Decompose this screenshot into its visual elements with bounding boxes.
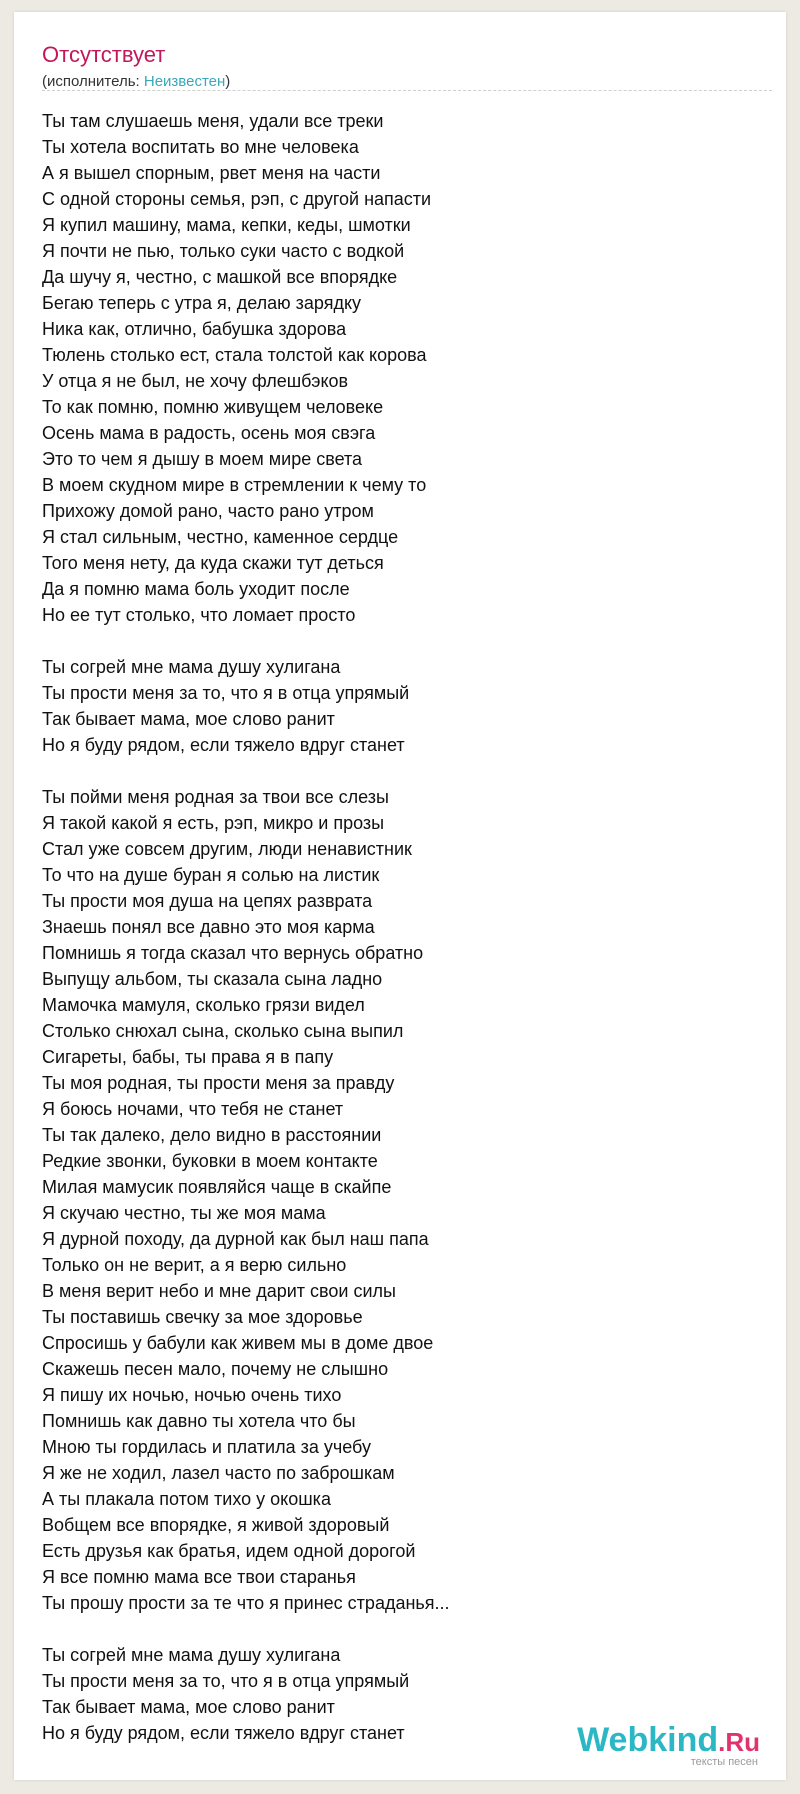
- lyrics-block: [42, 108, 450, 1746]
- lyric-line: Так бывает мама, мое слово ранит: [42, 709, 335, 729]
- lyric-line: Ты прошу прости за те что я принес страданья...: [42, 1593, 450, 1613]
- lyric-line: Но ее тут столько, что ломает просто: [42, 605, 356, 625]
- lyric-line: Я боюсь ночами, что тебя не станет: [42, 1099, 344, 1119]
- lyric-line: Я пишу их ночью, ночью очень тихо: [42, 1385, 342, 1405]
- logo-subtitle: тексты песен: [690, 1756, 758, 1768]
- lyric-line: Я почти не пью, только суки часто с водкой: [42, 241, 405, 261]
- lyric-line: Только он не верит, а я верю сильно: [42, 1255, 347, 1275]
- lyric-line: Спросишь у бабули как живем мы в доме двое: [42, 1333, 434, 1353]
- lyric-line: Ты поставишь свечку за мое здоровье: [42, 1307, 363, 1327]
- lyric-line: Да шучу я, честно, с машкой все впорядке: [42, 267, 398, 287]
- lyric-line: У отца я не был, не хочу флешбэков: [42, 371, 349, 391]
- lyric-line: Ты моя родная, ты прости меня за правду: [42, 1073, 395, 1093]
- lyric-line: Мамочка мамуля, сколько грязи видел: [42, 995, 365, 1015]
- lyric-line: Мною ты гордилась и платила за учебу: [42, 1437, 371, 1457]
- song-title: Отсутствует: [42, 42, 166, 67]
- lyric-line: Но я буду рядом, если тяжело вдруг станет: [42, 735, 405, 755]
- lyric-line: Это то чем я дышу в моем мире света: [42, 449, 363, 469]
- lyric-line: В меня верит небо и мне дарит свои силы: [42, 1281, 396, 1301]
- lyric-line: Того меня нету, да куда скажи тут деться: [42, 553, 384, 573]
- lyric-line: Бегаю теперь с утра я, делаю зарядку: [42, 293, 362, 313]
- stanza-break: [42, 758, 450, 784]
- lyric-line: Стал уже совсем другим, люди ненавистник: [42, 839, 412, 859]
- lyric-line: А я вышел спорным, рвет меня на части: [42, 163, 381, 183]
- header-divider: [42, 90, 772, 91]
- lyric-line: Тюлень столько ест, стала толстой как корова: [42, 345, 427, 365]
- lyric-line: Ты так далеко, дело видно в расстоянии: [42, 1125, 382, 1145]
- artist-suffix: ): [225, 73, 231, 90]
- lyric-line: Я купил машину, мама, кепки, кеды, шмотки: [42, 215, 411, 235]
- lyric-line: С одной стороны семья, рэп, с другой напасти: [42, 189, 432, 209]
- lyric-line: Я же не ходил, лазел часто по заброшкам: [42, 1463, 395, 1483]
- lyric-line: Есть друзья как братья, идем одной дорогой: [42, 1541, 416, 1561]
- lyric-line: Ты прости меня за то, что я в отца упрямый: [42, 1671, 410, 1691]
- logo-ru-text: .Ru: [718, 1727, 760, 1757]
- lyric-line: Ты там слушаешь меня, удали все треки: [42, 111, 384, 131]
- lyric-line: Выпущу альбом, ты сказала сына ладно: [42, 969, 383, 989]
- lyric-line: Скажешь песен мало, почему не слышно: [42, 1359, 389, 1379]
- lyric-line: Столько снюхал сына, сколько сына выпил: [42, 1021, 404, 1041]
- lyric-line: Помнишь я тогда сказал что вернусь обратно: [42, 943, 424, 963]
- lyric-line: Прихожу домой рано, часто рано утром: [42, 501, 374, 521]
- artist-prefix: (исполнитель:: [42, 73, 144, 90]
- lyric-line: Но я буду рядом, если тяжело вдруг станет: [42, 1723, 405, 1743]
- lyric-line: Сигареты, бабы, ты права я в папу: [42, 1047, 334, 1067]
- artist-link[interactable]: Неизвестен: [143, 73, 226, 90]
- page-card: [14, 12, 786, 1780]
- lyric-line: То как помню, помню живущем человеке: [42, 397, 384, 417]
- lyric-line: Ты прости моя душа на цепях разврата: [42, 891, 373, 911]
- lyric-line: Ты хотела воспитать во мне человека: [42, 137, 359, 157]
- lyric-line: Да я помню мама боль уходит после: [42, 579, 350, 599]
- stanza-break: [42, 628, 450, 654]
- logo-wordmark: [577, 1723, 760, 1757]
- lyric-line: Помнишь как давно ты хотела что бы: [42, 1411, 356, 1431]
- lyric-line: Ты согрей мне мама душу хулигана: [42, 1645, 341, 1665]
- site-logo[interactable]: [577, 1723, 760, 1768]
- lyric-line: Милая мамусик появляйся чаще в скайпе: [42, 1177, 392, 1197]
- logo-main-text: Webkind: [577, 1721, 719, 1759]
- lyric-line: Так бывает мама, мое слово ранит: [42, 1697, 335, 1717]
- lyric-line: Ника как, отлично, бабушка здорова: [42, 319, 347, 339]
- lyric-line: Ты согрей мне мама душу хулигана: [42, 657, 341, 677]
- lyric-line: Я такой какой я есть, рэп, микро и прозы: [42, 813, 385, 833]
- lyric-line: Вобщем все впорядке, я живой здоровый: [42, 1515, 390, 1535]
- lyric-line: Я дурной походу, да дурной как был наш папа: [42, 1229, 429, 1249]
- lyric-line: Осень мама в радость, осень моя свэга: [42, 423, 376, 443]
- stanza-break: [42, 1616, 450, 1642]
- lyric-line: Я стал сильным, честно, каменное сердце: [42, 527, 399, 547]
- lyric-line: Я скучаю честно, ты же моя мама: [42, 1203, 326, 1223]
- lyric-line: В моем скудном мире в стремлении к чему то: [42, 475, 427, 495]
- lyric-line: Знаешь понял все давно это моя карма: [42, 917, 375, 937]
- lyric-line: Ты прости меня за то, что я в отца упрямый: [42, 683, 410, 703]
- lyric-line: А ты плакала потом тихо у окошка: [42, 1489, 331, 1509]
- lyric-line: Я все помню мама все твои старанья: [42, 1567, 356, 1587]
- song-header: [42, 42, 230, 92]
- lyric-line: Редкие звонки, буковки в моем контакте: [42, 1151, 378, 1171]
- artist-line: [42, 72, 230, 92]
- lyric-line: То что на душе буран я солью на листик: [42, 865, 380, 885]
- lyric-line: Ты пойми меня родная за твои все слезы: [42, 787, 389, 807]
